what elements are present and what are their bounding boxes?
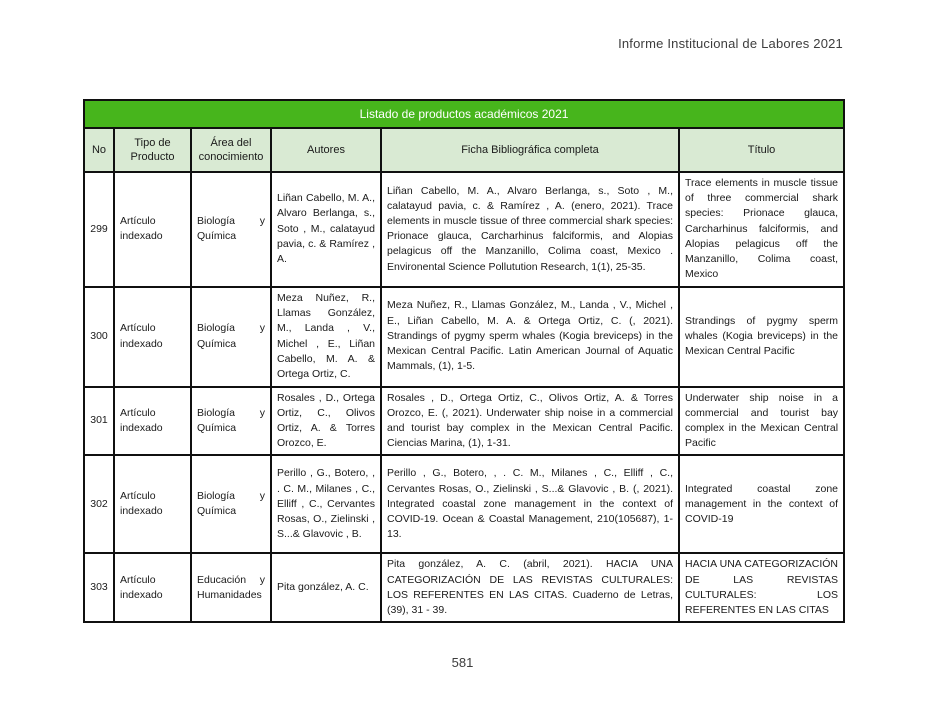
table-row-300 [84, 287, 844, 387]
table-row-299 [84, 172, 844, 287]
col-header-area-conocimiento: Área del conocimiento [191, 128, 271, 172]
cell-ficha-bibliografica: Pita gonzález, A. C. (abril, 2021). HACIA UNA CATEGORIZACIÓN DE LAS REVISTAS CULTURALES: LOS REFERENTES EN LAS CITAS. Cuaderno de Letras, (39), 31 - 39. [381, 553, 679, 622]
table-title: Listado de productos académicos 2021 [84, 100, 844, 128]
cell-ficha-bibliografica: Rosales , D., Ortega Ortiz, C., Olivos Ortiz, A. & Torres Orozco, E. (, 2021). Underwater ship noise in a commercial and tourist bay complex in the Mexican Central Pacific. Ciencias Marina, (1), 1-31. [381, 387, 679, 456]
cell-area-conocimiento: Biología y Química [191, 287, 271, 387]
cell-ficha-bibliografica: Meza Nuñez, R., Llamas González, M., Landa , V., Michel , E., Liñan Cabello, M. A. & Ortega Ortiz, C. (, 2021). Strandings of pygmy sperm whales (Kogia breviceps) in the Mexican Central Pacific. Latin American Journal of Aquatic Mammals, (1), 1-5. [381, 287, 679, 387]
cell-tipo-producto: Artículo indexado [114, 455, 191, 553]
table-header-row [84, 128, 844, 172]
table-row-302 [84, 455, 844, 553]
table-row-301 [84, 387, 844, 456]
cell-autores: Meza Nuñez, R., Llamas González, M., Landa , V., Michel , E., Liñan Cabello, M. A. & Ortega Ortiz, C. [271, 287, 381, 387]
cell-area-conocimiento: Educación y Humanidades [191, 553, 271, 622]
cell-autores: Pita gonzález, A. C. [271, 553, 381, 622]
cell-ficha-bibliografica: Liñan Cabello, M. A., Alvaro Berlanga, s., Soto , M., calatayud pavia, c. & Ramírez , A. (enero, 2021). Trace elements in muscle tissue of three commercial shark species: Prionace glauca, Carcharhinus falciformis, and Alopias pelagicus off the Manzanillo, Colima coast, Mexico . Environental Science Pollutution Research, 1(1), 25-35. [381, 172, 679, 287]
cell-titulo: Underwater ship noise in a commercial and tourist bay complex in the Mexican Central Pacific [679, 387, 844, 456]
col-header-titulo: Título [679, 128, 844, 172]
cell-autores: Perillo , G., Botero, , . C. M., Milanes , C., Elliff , C., Cervantes Rosas, O., Zielinski , S...& Glavovic , B. [271, 455, 381, 553]
col-header-no: No [84, 128, 114, 172]
cell-no: 301 [84, 387, 114, 456]
cell-titulo: Strandings of pygmy sperm whales (Kogia breviceps) in the Mexican Central Pacific [679, 287, 844, 387]
cell-no: 299 [84, 172, 114, 287]
academic-products-table [83, 99, 845, 623]
cell-tipo-producto: Artículo indexado [114, 287, 191, 387]
cell-area-conocimiento: Biología y Química [191, 387, 271, 456]
cell-autores: Rosales , D., Ortega Ortiz, C., Olivos Ortiz, A. & Torres Orozco, E. [271, 387, 381, 456]
cell-tipo-producto: Artículo indexado [114, 553, 191, 622]
col-header-ficha-bibliografica: Ficha Bibliográfica completa [381, 128, 679, 172]
running-header: Informe Institucional de Labores 2021 [618, 36, 843, 51]
col-header-tipo-producto: Tipo de Producto [114, 128, 191, 172]
table-row-303 [84, 553, 844, 622]
cell-autores: Liñan Cabello, M. A., Alvaro Berlanga, s., Soto , M., calatayud pavia, c. & Ramírez , A. [271, 172, 381, 287]
cell-titulo: HACIA UNA CATEGORIZACIÓN DE LAS REVISTAS CULTURALES: LOS REFERENTES EN LAS CITAS [679, 553, 844, 622]
cell-area-conocimiento: Biología y Química [191, 172, 271, 287]
cell-area-conocimiento: Biología y Química [191, 455, 271, 553]
cell-no: 300 [84, 287, 114, 387]
cell-tipo-producto: Artículo indexado [114, 172, 191, 287]
cell-no: 303 [84, 553, 114, 622]
cell-tipo-producto: Artículo indexado [114, 387, 191, 456]
cell-titulo: Integrated coastal zone management in the context of COVID-19 [679, 455, 844, 553]
table-title-row [84, 100, 844, 128]
cell-no: 302 [84, 455, 114, 553]
col-header-autores: Autores [271, 128, 381, 172]
page-number: 581 [451, 655, 474, 670]
cell-titulo: Trace elements in muscle tissue of three commercial shark species: Prionace glauca, Carcharhinus falciformis, and Alopias pelagicus off the Manzanillo, Colima coast, Mexico [679, 172, 844, 287]
cell-ficha-bibliografica: Perillo , G., Botero, , . C. M., Milanes , C., Elliff , C., Cervantes Rosas, O., Zielinski , S...& Glavovic , B. (, 2021). Integrated coastal zone management in the context of COVID-19. Ocean & Coastal Management, 210(105687), 1-13. [381, 455, 679, 553]
